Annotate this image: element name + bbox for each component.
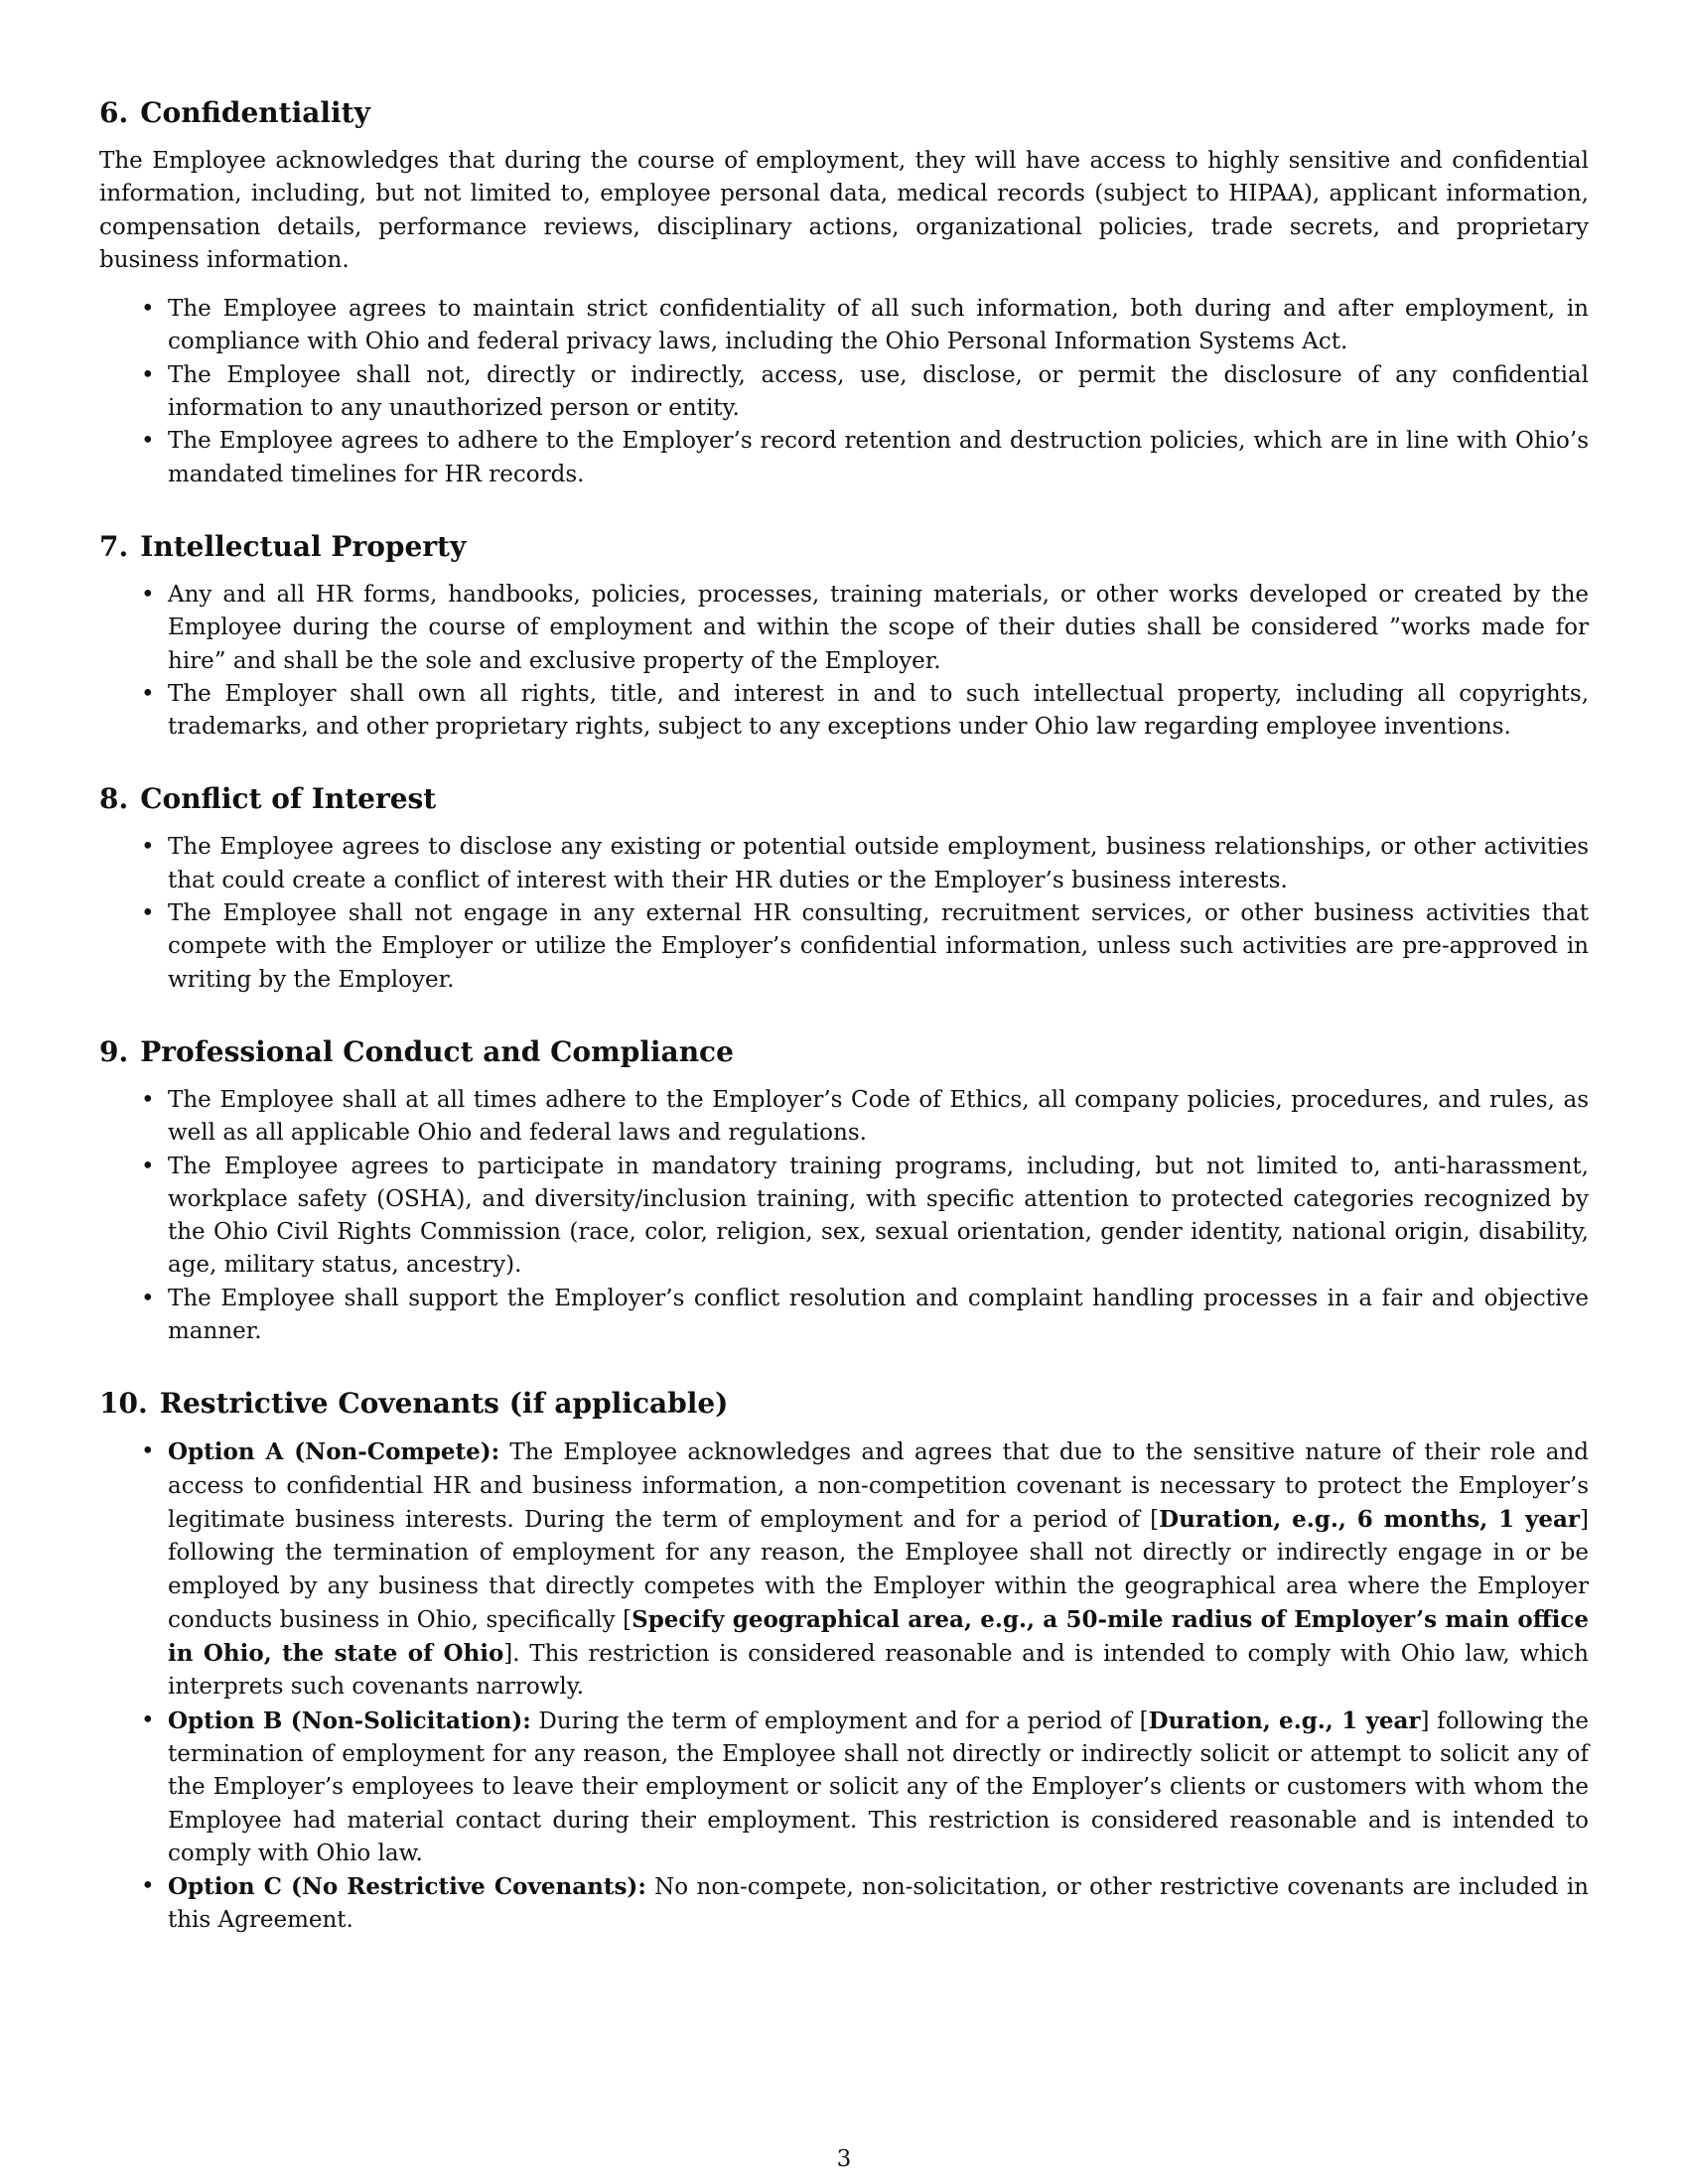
- option-c-item: • Option C (No Restrictive Covenants): No non-compete, non-solicitation, or other restrictive covenants are included in this Agreement.: [99, 1870, 1589, 1938]
- list-item: • Any and all HR forms, handbooks, policies, processes, training materials, or other works developed or created by the Employee during the course of employment and within the scope of their duties shall be considered ”works made for hire” and shall be the sole and exclusive property of the Employer.: [99, 579, 1589, 678]
- section-number: 6.: [99, 96, 129, 129]
- bullet-icon: •: [141, 1706, 155, 1733]
- section-professional-conduct: [99, 1034, 1589, 1348]
- placeholder-duration: Duration, e.g., 1 year: [1148, 1706, 1421, 1734]
- section-title: Confidentiality: [140, 96, 370, 129]
- section-heading: [99, 1386, 1589, 1422]
- bullet-icon: •: [141, 581, 155, 608]
- bullet-list: [99, 1435, 1589, 1937]
- section-intellectual-property: [99, 529, 1589, 744]
- section-heading: [99, 781, 1589, 817]
- list-item: • The Employee shall at all times adhere to the Employer’s Code of Ethics, all company policies, procedures, and rules, as well as all applicable Ohio and federal laws and regulations.: [99, 1084, 1589, 1151]
- bullet-icon: •: [141, 1873, 155, 1900]
- bullet-list: [99, 831, 1589, 996]
- section-title: Restrictive Covenants (if applicable): [159, 1387, 729, 1421]
- list-item: • The Employer shall own all rights, title, and interest in and to such intellectual property, including all copyrights, trademarks, and other proprietary rights, subject to any exceptions under Ohio law regarding employee inventions.: [99, 678, 1589, 745]
- page-number: 3: [836, 2146, 852, 2172]
- bullet-icon: •: [141, 1153, 155, 1179]
- section-confidentiality: [99, 95, 1589, 491]
- section-intro: The Employee acknowledges that during the course of employment, they will have access to highly sensitive and confidential information, including, but not limited to, employee personal data, medical records (subject to HIPAA), applicant information, compensation details, performance reviews, disciplinary actions, organizational policies, trade secrets, and proprietary business information.: [99, 148, 1589, 273]
- placeholder-duration: Duration, e.g., 6 months, 1 year: [1159, 1505, 1580, 1533]
- list-item: • The Employee shall not, directly or indirectly, access, use, disclose, or permit the disclosure of any confidential information to any unauthorized person or entity.: [99, 359, 1589, 426]
- section-title: Professional Conduct and Compliance: [140, 1034, 734, 1068]
- section-number: 7.: [99, 529, 129, 563]
- section-title: Intellectual Property: [140, 529, 467, 563]
- option-label: Option A (Non-Compete):: [168, 1438, 500, 1466]
- bullet-icon: •: [141, 1285, 155, 1311]
- list-item: • The Employee agrees to disclose any existing or potential outside employment, business relationships, or other activities that could create a conflict of interest with their HR duties or the Employer’s business interests.: [99, 831, 1589, 897]
- bullet-list: [99, 1084, 1589, 1348]
- bullet-icon: •: [141, 296, 155, 323]
- section-conflict-of-interest: [99, 781, 1589, 996]
- bullet-icon: •: [141, 900, 155, 927]
- placeholder-geographical-area: Specify geographical area, e.g., a 50-mile radius of Employer’s main office in Ohio, the state of Ohio: [168, 1605, 1589, 1668]
- section-number: 8.: [99, 782, 129, 816]
- bullet-icon: •: [141, 834, 155, 861]
- option-label: Option C (No Restrictive Covenants):: [168, 1873, 646, 1901]
- section-heading: [99, 1034, 1589, 1070]
- bullet-list: [99, 579, 1589, 744]
- bullet-icon: •: [141, 1086, 155, 1113]
- bullet-list: [99, 293, 1589, 491]
- list-item: • The Employee agrees to adhere to the Employer’s record retention and destruction policies, which are in line with Ohio’s mandated timelines for HR records.: [99, 425, 1589, 491]
- list-item: • The Employee agrees to maintain strict confidentiality of all such information, both during and after employment, in compliance with Ohio and federal privacy laws, including the Ohio Personal Information Systems Act.: [99, 293, 1589, 359]
- option-b-item: • Option B (Non-Solicitation): During the term of employment and for a period of [Duration, e.g., 1 year] following the termination of employment for any reason, the Employee shall not directly or indirectly solicit or attempt to solicit any of the Employer’s employees to leave their employment or solicit any of the Employer’s clients or customers with whom the Employee had material contact during their employment. This restriction is considered reasonable and is intended to comply with Ohio law.: [99, 1705, 1589, 1870]
- section-number: 10.: [99, 1387, 148, 1421]
- section-heading: [99, 529, 1589, 565]
- list-item: • The Employee shall not engage in any external HR consulting, recruitment services, or other business activities that compete with the Employer or utilize the Employer’s confidential information, unless such activities are pre-approved in writing by the Employer.: [99, 897, 1589, 997]
- section-heading: [99, 95, 1589, 131]
- bullet-icon: •: [141, 1438, 155, 1465]
- list-item: • The Employee shall support the Employer’s conflict resolution and complaint handling processes in a fair and objective manner.: [99, 1283, 1589, 1349]
- list-item: • The Employee agrees to participate in mandatory training programs, including, but not limited to, anti-harassment, workplace safety (OSHA), and diversity/inclusion training, with specific attention to protected categories recognized by the Ohio Civil Rights Commission (race, color, religion, sex, sexual orientation, gender identity, national origin, disability, age, military status, ancestry).: [99, 1151, 1589, 1283]
- section-number: 9.: [99, 1034, 129, 1068]
- bullet-icon: •: [141, 361, 155, 388]
- bullet-icon: •: [141, 428, 155, 455]
- document-page: [99, 95, 1589, 1976]
- section-restrictive-covenants: [99, 1386, 1589, 1937]
- bullet-icon: •: [141, 680, 155, 707]
- option-a-item: • Option A (Non-Compete): The Employee acknowledges and agrees that due to the sensitive nature of their role and access to confidential HR and business information, a non-competition covenant is necessary to protect the Employer’s legitimate business interests. During the term of employment and for a period of [Duration, e.g., 6 months, 1 year] following the termination of employment for any reason, the Employee shall not directly or indirectly engage in or be employed by any business that directly competes with the Employer within the geographical area where the Employer conducts business in Ohio, specifically [Specify geographical area, e.g., a 50-mile radius of Employer’s main office in Ohio, the state of Ohio]. This restriction is considered reasonable and is intended to comply with Ohio law, which interprets such covenants narrowly.: [99, 1435, 1589, 1704]
- option-label: Option B (Non-Solicitation):: [168, 1706, 531, 1734]
- section-title: Conflict of Interest: [140, 782, 437, 816]
